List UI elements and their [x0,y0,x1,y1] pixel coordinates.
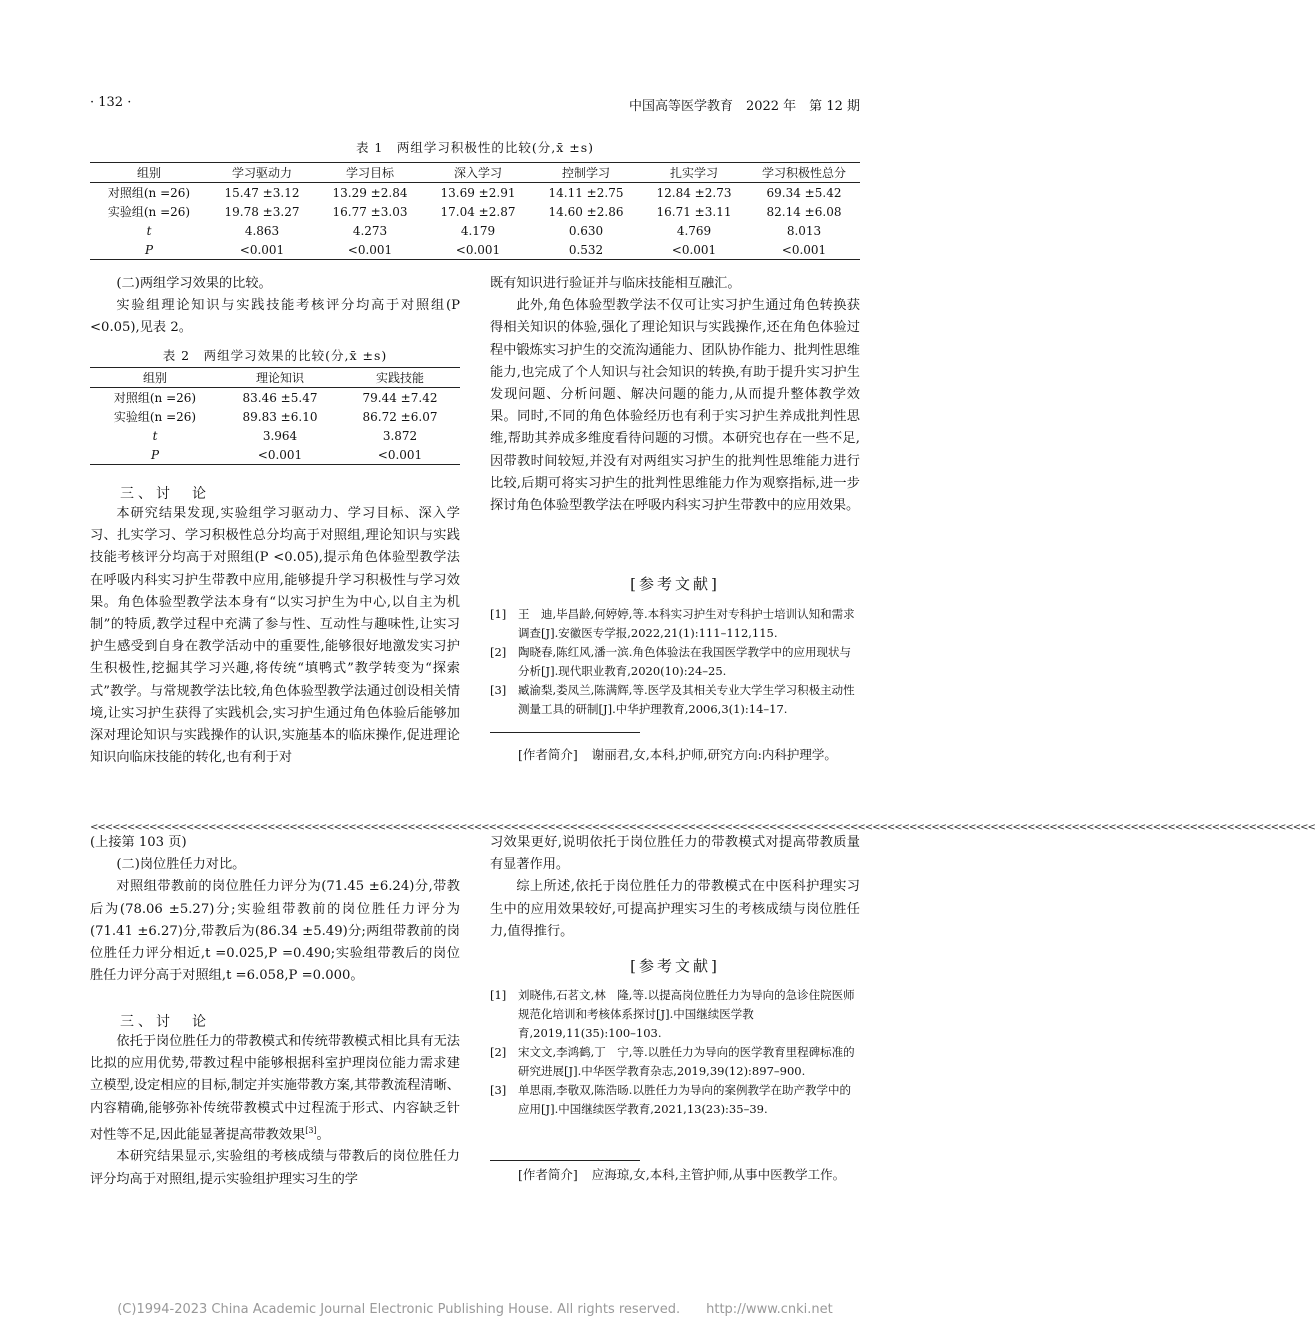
table-cell: <0.001 [424,240,532,260]
table-cell: 83.46 ±5.47 [242,390,318,405]
table1-col-header: 扎实学习 [640,163,748,183]
table-cell: 对照组(n =26) [107,186,191,200]
table2-col-header: 理论知识 [220,368,340,388]
reference-item [490,1043,860,1081]
table-cell: P [90,445,220,465]
table-row [90,407,460,426]
reference-item [490,681,860,719]
subheading: (二)两组学习效果的比较。 [116,276,272,291]
table-cell: 14.60 ±2.86 [548,204,624,219]
table1-col-header: 组别 [90,163,208,183]
table-cell: 16.77 ±3.03 [332,204,408,219]
table1-col-header: 控制学习 [532,163,640,183]
table-cell: 0.630 [568,223,604,238]
table-row [90,445,460,465]
table-row [90,240,860,260]
continuation-note: (上接第 103 页) [90,835,187,850]
table2 [90,367,460,465]
right-column-lower [490,832,860,943]
reference-text: 陶晓春,陈红风,潘一滨.角色体验法在我国医学教学中的应用现状与分析[J].现代职业教育,2020(10):24–25. [518,645,851,678]
copyright-footer: (C)1994-2023 China Academic Journal Electronic Publishing House. All rights reserved. http://www.cnki.net [117,1302,833,1317]
table-cell: 3.872 [382,428,418,443]
author-info-2 [490,1164,860,1186]
table-cell: 4.863 [244,223,280,238]
author-rule-2 [490,1160,640,1161]
table-cell: 4.179 [460,223,496,238]
table2-col-header: 组别 [90,368,220,388]
table-cell: <0.001 [316,240,424,260]
table-cell: 86.72 ±6.07 [362,409,438,424]
references-list [490,605,860,719]
table1-col-header: 深入学习 [424,163,532,183]
table2-header-row [90,368,460,388]
table-cell: 89.83 ±6.10 [242,409,318,424]
paragraph [90,1031,460,1146]
table-cell: P [90,240,208,260]
table1-col-header: 学习目标 [316,163,424,183]
paragraph-text: 依托于岗位胜任力的带教模式和传统带教模式相比具有无法比拟的应用优势,带教过程中能够根据科室护理岗位能力需求建立模型,设定相应的目标,制定并实施带教方案,其带教流程清晰、内容精确,能够弥补传统带教模式中过程流于形式、内容缺乏针对性等不足,因此能显著提高带教效果 [90,1034,460,1143]
table-cell: 实验组(n =26) [113,410,197,424]
paragraph-continued: 既有知识进行验证并与临床技能相互融汇。 [490,276,741,291]
table-cell: <0.001 [340,445,460,465]
table-cell: 4.769 [676,223,712,238]
table-cell: 13.29 ±2.84 [332,185,408,200]
table-cell: 16.71 ±3.11 [656,204,732,219]
author-tag: [作者简介] [518,1167,578,1182]
author-rule [490,732,640,733]
table-row [90,202,860,221]
right-column-upper [490,273,860,517]
table-cell: 12.84 ±2.73 [656,185,732,200]
paragraph: 此外,角色体验型教学法不仅可让实习护生通过角色转换获得相关知识的体验,强化了理论知识与实践操作,还在角色体验过程中锻炼实习护生的交流沟通能力、团队协作能力、批判性思维能力,也完成了个人知识与社会知识的转换,有助于提升实习护生发现问题、分析问题、解决问题的能力,从而提升整体教学效果。同时,不同的角色体验经历也有利于实习护生养成批判性思维,帮助其养成多维度看待问题的习惯。本研究也存在一些不足,因带教时间较短,并没有对两组实习护生的批判性思维能力进行比较,后期可将实习护生的批判性思维能力作为观察指标,进一步探讨角色体验型教学法在呼吸内科实习护生带教中的应用效果。 [490,298,860,514]
reference-number: [1] [490,988,507,1002]
section-results-2 [90,273,460,340]
table-cell: 19.78 ±3.27 [224,204,300,219]
reference-text: 宋文文,李鸿鹤,丁 宁,等.以胜任力为导向的医学教育里程碑标准的研究进展[J].中华医学教育杂志,2019,39(12):897–900. [518,1045,855,1078]
paragraph: 对照组带教前的岗位胜任力评分为(71.45 ±6.24)分,带教后为(78.06 ±5.27)分;实验组带教前的岗位胜任力评分为(71.41 ±6.27)分,带教后为(86.34 ±5.49)分;两组带教前的岗位胜任力评分相近,t =0.025,P =0.490;实验组带教后的岗位胜任力评分高于对照组,t =6.058,P =0.000。 [90,879,460,984]
paragraph: 实验组理论知识与实践技能考核评分均高于对照组(P <0.05),见表 2。 [90,298,460,336]
table1-caption: 表 1 两组学习积极性的比较(分,x̄ ±s) [355,140,595,155]
paragraph: 本研究结果显示,实验组的考核成绩与带教后的岗位胜任力评分均高于对照组,提示实验组护理实习生的学 [90,1149,460,1187]
table1-col-header: 学习积极性总分 [748,163,860,183]
discussion-heading: 三、讨 论 [120,486,210,502]
table-cell: 4.273 [352,223,388,238]
reference-item [490,643,860,681]
table-cell: 对照组(n =26) [113,391,197,405]
table-cell: 0.532 [532,240,640,260]
reference-item [490,1081,860,1119]
table-cell: 8.013 [786,223,822,238]
reference-text: 刘晓伟,石茗文,林 隆,等.以提高岗位胜任力为导向的急诊住院医师规范化培训和考核体系探讨[J].中国继续医学教育,2019,11(35):100–103. [518,988,855,1040]
references-heading: [参考文献] [630,575,720,593]
reference-text: 王 迪,毕昌龄,何婷婷,等.本科实习护生对专科护士培训认知和需求调查[J].安徽医专学报,2022,21(1):111–112,115. [518,607,855,640]
paragraph-end: 。 [316,1127,330,1143]
table-row [90,388,460,408]
subheading: (二)岗位胜任力对比。 [116,857,246,873]
table-cell: t [146,223,152,238]
table-cell: 69.34 ±5.42 [766,185,842,200]
discussion-heading-2: 三、讨 论 [120,1014,210,1030]
table-cell: <0.001 [208,240,316,260]
table-cell: <0.001 [220,445,340,465]
references-list-2 [490,986,860,1119]
reference-text: 单思雨,李敬双,陈浩旸.以胜任力为导向的案例教学在助产教学中的应用[J].中国继续医学教育,2021,13(23):35–39. [518,1083,851,1116]
table-cell: 14.11 ±2.75 [548,185,624,200]
reference-number: [3] [490,683,507,697]
reference-number: [1] [490,607,507,621]
table1 [90,162,860,260]
table-row [90,183,860,203]
table-cell: <0.001 [748,240,860,260]
table-row [90,426,460,445]
table-cell: t [152,428,158,443]
discussion-body-2 [90,1031,460,1191]
table-cell: 79.44 ±7.42 [362,390,438,405]
article-divider: <<<<<<<<<<<<<<<<<<<<<<<<<<<<<<<<<<<<<<<<<<<<<<<<<<<<<<<<<<<<<<<<<<<<<<<<<<<<<<<<<<<<<<<<<<<<<<<<<<<<<<<<<<<<<<<<<<<<<<<<<<<<<<<<<<<<<<<<<<<<<<<<<<<<<<<<<<<<<<<<<<<<<< [90,822,1315,833]
table-cell: 实验组(n =26) [107,205,191,219]
table-cell: <0.001 [640,240,748,260]
reference-number: [2] [490,645,507,659]
paragraph: 综上所述,依托于岗位胜任力的带教模式在中医科护理实习生中的应用效果较好,可提高护理实习生的考核成绩与岗位胜任力,值得推行。 [490,879,860,939]
table2-col-header: 实践技能 [340,368,460,388]
reference-item [490,605,860,643]
table2-caption: 表 2 两组学习效果的比较(分,x̄ ±s) [162,348,388,363]
discussion-body [90,503,460,769]
paragraph: 本研究结果发现,实验组学习驱动力、学习目标、深入学习、扎实学习、学习积极性总分均高于对照组,理论知识与实践技能考核评分均高于对照组(P <0.05),提示角色体验型教学法在呼吸内科实习护生带教中应用,能够提升学习积极性与学习效果。角色体验型教学法本身有“以实习护生为中心,以自主为机制”的特质,教学过程中充满了参与性、互动性与趣味性,让实习护生感受到自身在教学活动中的重要性,能够很好地激发实习护生积极性,挖掘其学习兴趣,将传统“填鸭式”教学转变为“探索式”教学。与常规教学法比较,角色体验型教学法通过创设相关情境,让实习护生获得了实践机会,实习护生通过角色体验后能够加深对理论知识与实践操作的认识,实施基本的临床操作,促进理论知识向临床技能的转化,也有利于对 [90,506,460,766]
table-cell: 3.964 [262,428,298,443]
reference-number: [2] [490,1045,507,1059]
citation: [3] [305,1125,317,1135]
paragraph-continued: 习效果更好,说明依托于岗位胜任力的带教模式对提高带教质量有显著作用。 [490,835,860,873]
references-heading-2: [参考文献] [630,957,720,975]
table1-header-row [90,163,860,183]
reference-number: [3] [490,1083,507,1097]
left-column-lower [90,832,460,987]
reference-item [490,986,860,1043]
journal-header: 中国高等医学教育 2022 年 第 12 期 [628,99,860,114]
table-cell: 82.14 ±6.08 [766,204,842,219]
table-cell: 17.04 ±2.87 [440,204,516,219]
table-row [90,221,860,240]
table-cell: 13.69 ±2.91 [440,185,516,200]
reference-text: 臧渝梨,娄凤兰,陈满辉,等.医学及其相关专业大学生学习积极主动性测量工具的研制[J].中华护理教育,2006,3(1):14–17. [518,683,855,716]
author-text: 谢丽君,女,本科,护师,研究方向:内科护理学。 [591,747,837,762]
author-text: 应海琼,女,本科,主管护师,从事中医教学工作。 [591,1167,846,1182]
table-cell: 15.47 ±3.12 [224,185,300,200]
table1-col-header: 学习驱动力 [208,163,316,183]
page-number: · 132 · [90,95,132,110]
author-tag: [作者简介] [518,747,578,762]
author-info [490,744,860,766]
